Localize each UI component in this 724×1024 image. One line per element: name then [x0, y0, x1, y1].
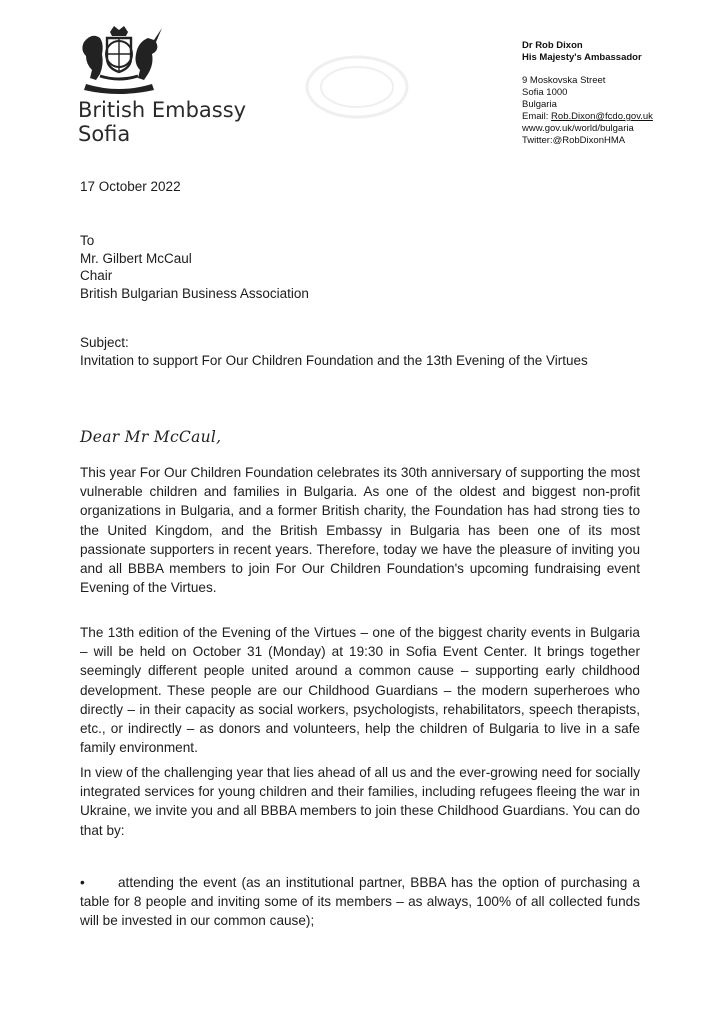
subject-block — [80, 334, 640, 369]
sender-title: His Majesty's Ambassador — [522, 52, 642, 63]
recipient-block — [80, 232, 309, 302]
body-paragraph-2: The 13th edition of the Evening of the Virtues – one of the biggest charity events in Bulgaria – will be held on October 31 (Monday) at 19:30 in Sofia Event Center. It brings together seemingly different people united around a common cause – supporting early childhood development. These people are our Childhood Guardians – the modern superheroes who directly – in their capacity as social workers, psychologists, rehabilitators, speech therapists, etc., or indirectly – as donors and volunteers, help the children of Bulgaria to live in a safe family environment. — [80, 625, 640, 756]
royal-coat-of-arms-icon — [74, 24, 164, 96]
sender-twitter: Twitter:@RobDixonHMA — [522, 135, 626, 146]
body-paragraph-1: This year For Our Children Foundation celebrates its 30th anniversary of supporting the most vulnerable children and families in Bulgaria. As one of the oldest and biggest non-profit organizations in Bulgaria, and a former British charity, the Foundation has had strong ties to the United Kingdom, and the British Embassy in Bulgaria has been one of its most passionate supporters in recent years. Therefore, today we have the pleasure of inviting you and all BBBA members to join For Our Children Foundation's upcoming fundraising event Evening of the Virtues. — [80, 465, 640, 596]
embassy-name-line1: British Embassy — [78, 98, 247, 122]
sender-email-label: Email: — [522, 111, 552, 122]
letter-date: 17 October 2022 — [80, 179, 181, 194]
sender-address-line3: Bulgaria — [522, 99, 557, 110]
sender-address-line2: Sofia 1000 — [522, 87, 568, 98]
embassy-name — [78, 98, 246, 146]
recipient-role: Chair — [80, 268, 113, 283]
sender-block — [522, 40, 653, 147]
bullet-mark: • — [80, 875, 85, 890]
sender-address-line1: 9 Moskovska Street — [522, 75, 606, 86]
recipient-name: Mr. Gilbert McCaul — [80, 250, 192, 266]
salutation: Dear Mr McCaul, — [80, 428, 222, 446]
bullet-item — [80, 873, 640, 931]
bullet-item-text: attending the event (as an institutional partner, BBBA has the option of purchasing a table for 8 people and inviting some of its members – as always, 100% of all collected funds will be invested in our common cause); — [80, 875, 640, 929]
subject-text: Invitation to support For Our Children Foundation and the 13th Evening of the Virtues — [80, 352, 588, 368]
recipient-to: To — [80, 233, 95, 248]
embossed-seal-icon — [302, 52, 412, 122]
sender-website[interactable]: www.gov.uk/world/bulgaria — [522, 123, 634, 134]
sender-name: Dr Rob Dixon — [522, 40, 583, 51]
recipient-org: British Bulgarian Business Association — [80, 285, 309, 301]
sender-email-link[interactable]: Rob.Dixon@fcdo.gov.uk — [551, 111, 653, 122]
subject-label: Subject: — [80, 335, 129, 350]
embassy-name-line2: Sofia — [78, 122, 131, 146]
body-paragraph-3: In view of the challenging year that lies ahead of all us and the ever-growing need for socially integrated services for young children and their families, including refugees fleeing the war in Ukraine, we invite you and all BBBA members to join these Childhood Guardians. You can do that by: — [80, 765, 640, 838]
sender-email-row — [522, 111, 653, 123]
